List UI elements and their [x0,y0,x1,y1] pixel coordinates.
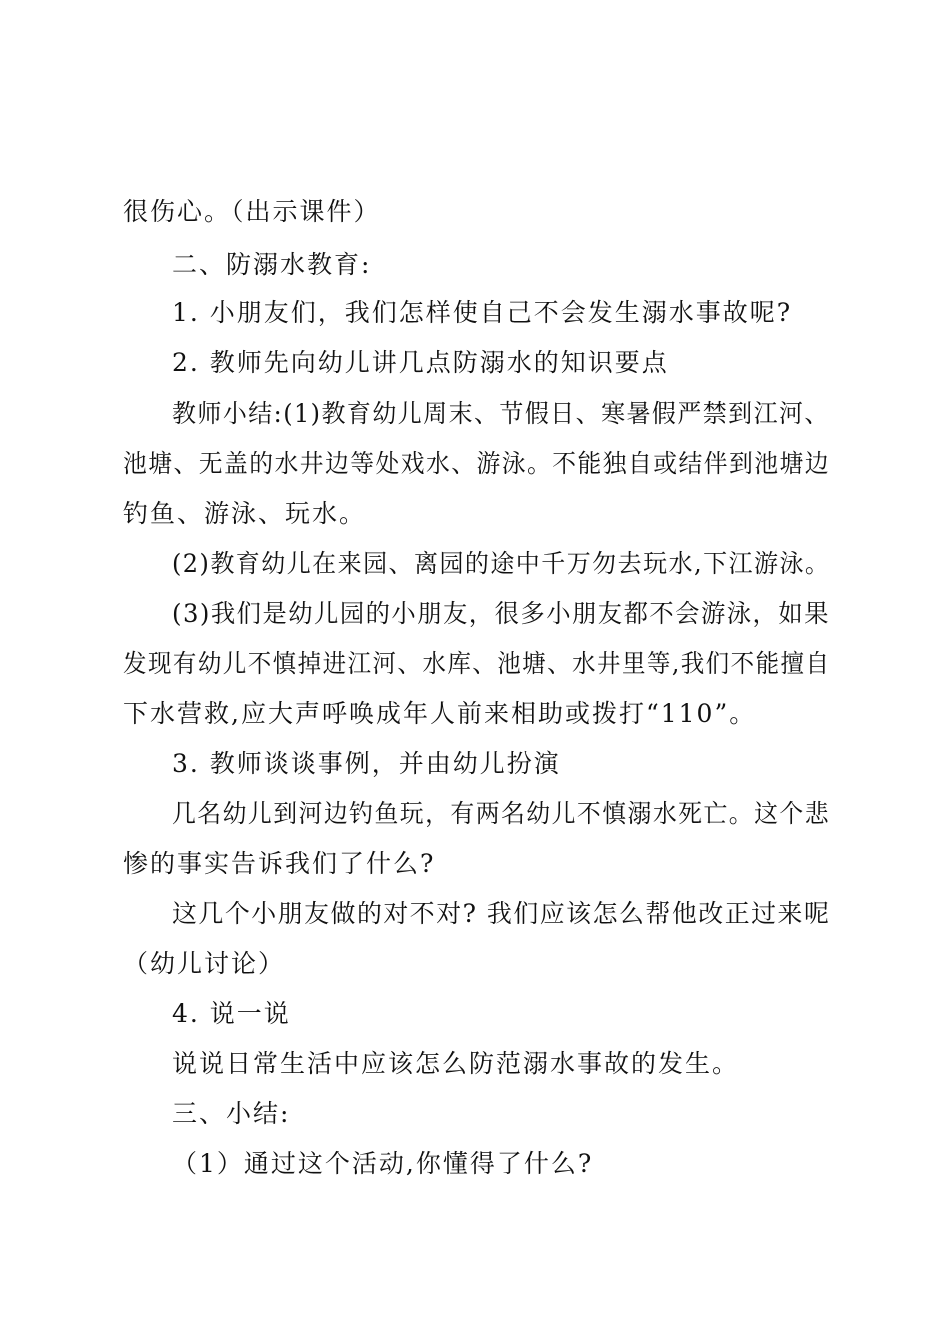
list-item: 3. 教师谈谈事例，并由幼儿扮演 [172,749,561,778]
list-item: （1）通过这个活动,你懂得了什么? [172,1149,594,1178]
paragraph-line: 几名幼儿到河边钓鱼玩，有两名幼儿不慎溺水死亡。这个悲 [172,799,831,828]
list-item: 2. 教师先向幼儿讲几点防溺水的知识要点 [172,348,669,377]
paragraph-line: 说说日常生活中应该怎么防范溺水事故的发生。 [172,1049,740,1078]
paragraph-line: (2)教育幼儿在来园、离园的途中千万勿去玩水,下江游泳。 [172,549,831,578]
paragraph-line: 这几个小朋友做的对不对? 我们应该怎么帮他改正过来呢 [172,899,831,928]
paragraph-line: 惨的事实告诉我们了什么? [123,849,436,878]
paragraph-line: 很伤心。（出示课件） [123,197,381,226]
paragraph-line: 下水营救,应大声呼唤成年人前来相助或拨打“110”。 [123,699,757,728]
paragraph-line: （幼儿讨论） [123,949,286,978]
paragraph-line: 发现有幼儿不慎掉进江河、水库、池塘、水井里等,我们不能擅自 [123,649,831,678]
paragraph-line: 教师小结:(1)教育幼儿周末、节假日、寒暑假严禁到江河、 [172,399,830,428]
list-item: 4. 说一说 [172,999,291,1028]
section-heading: 二、防溺水教育: [172,250,372,279]
section-heading: 三、小结: [172,1099,291,1128]
paragraph-line: 钓鱼、游泳、玩水。 [123,499,367,528]
paragraph-line: 池塘、无盖的水井边等处戏水、游泳。不能独自或结伴到池塘边 [123,449,830,478]
paragraph-line: (3)我们是幼儿园的小朋友，很多小朋友都不会游泳，如果 [172,599,830,628]
list-item: 1. 小朋友们，我们怎样使自己不会发生溺水事故呢? [172,298,793,327]
